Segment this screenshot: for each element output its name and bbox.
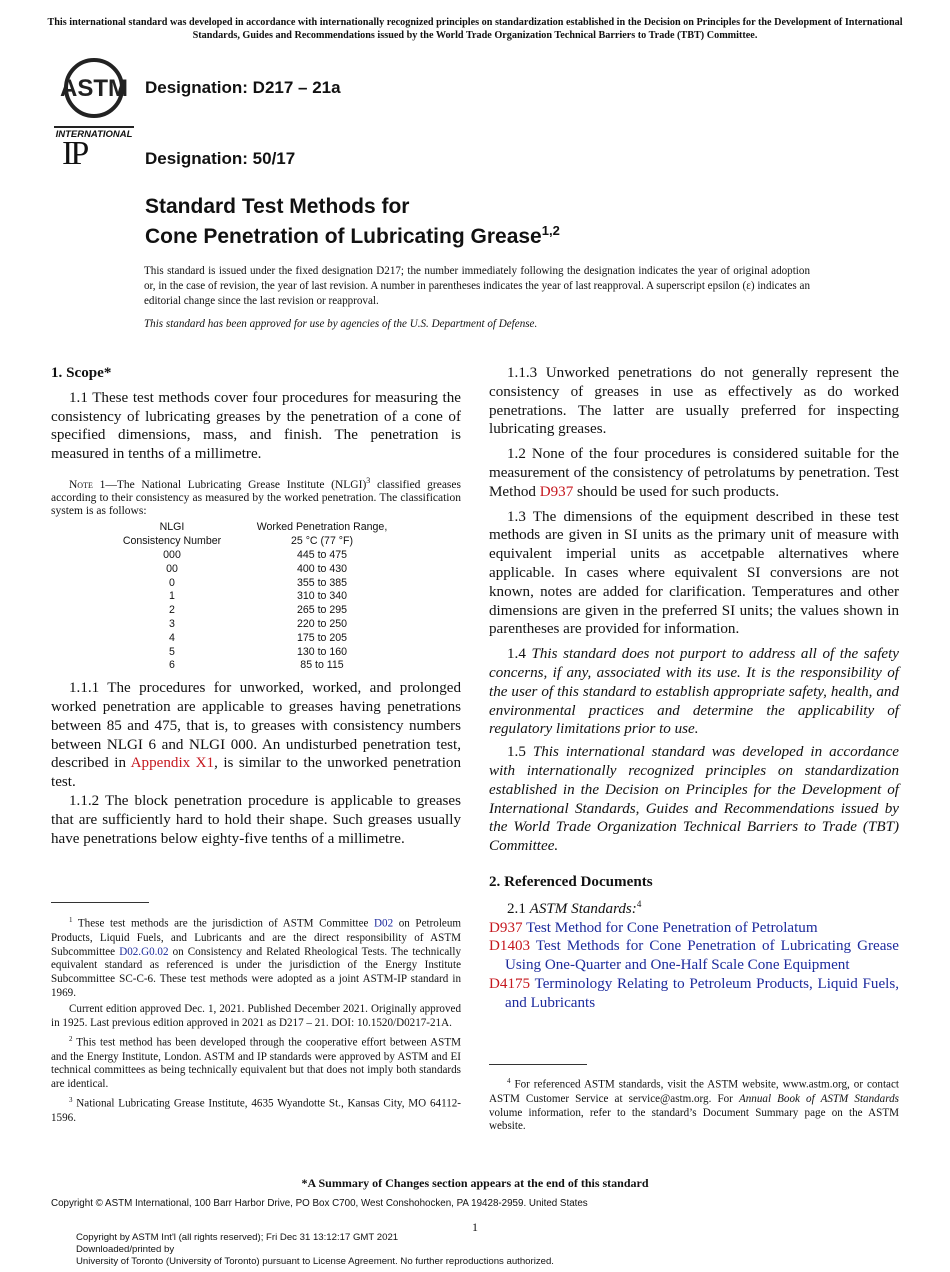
- table-cell-nlgi: 5: [169, 645, 175, 658]
- ref-code-d937[interactable]: D937: [489, 919, 523, 936]
- license-line-3: University of Toronto (University of Toronto) pursuant to License Agreement. No further reproductions authorized.: [76, 1256, 554, 1267]
- table-row: [107, 659, 407, 673]
- table-row: [107, 618, 407, 632]
- astm-logo: [54, 58, 134, 140]
- para-1-1-1: [51, 679, 461, 792]
- footnote-1-edition: Current edition approved Dec. 1, 2021. Published December 2021. Originally approved in 1925. Last previous edition approved in 2021 as D217 – 21. DOI: 10.1520/D0217-21A.: [51, 1003, 461, 1030]
- page-number: 1: [472, 1220, 478, 1234]
- footnotes-right: [489, 1075, 899, 1134]
- ref-code-d1403[interactable]: D1403: [489, 938, 531, 955]
- note-1-footnote-ref: 3: [366, 475, 371, 485]
- table-cell-nlgi: 00: [166, 562, 178, 575]
- para-1-4-text: This standard does not purport to address all of the safety concerns, if any, associated with its use. It is the responsibility of the user of this standard to establish appropriate safety, health, and environmental practices and determine the applicability of regulatory limitations prior to use.: [489, 646, 900, 738]
- table-cell-range: 310 to 340: [296, 590, 348, 603]
- table-row: [107, 577, 407, 591]
- footnote-4-text-b: volume information, refer to the standard’s Document Summary page on the ASTM website.: [489, 1106, 899, 1133]
- license-line-2: Downloaded/printed by: [76, 1244, 175, 1255]
- nlgi-table: [107, 521, 407, 673]
- para-1-1-1-text-a: 1.1.1 The procedures for unworked, worked, and prolonged worked penetration are applicable to greases having penetrations between 85 and 475, that is, to greases with consistency numbers between NLGI 6 and NLGI 000. An undisturbed penetration test, described in: [51, 680, 461, 772]
- table-row: [107, 604, 407, 618]
- astm-logo-subtitle: INTERNATIONAL: [54, 126, 134, 140]
- para-2-1-number: 2.1: [507, 900, 530, 917]
- table-header-row: [107, 521, 407, 535]
- astm-logo-mark: [54, 58, 134, 120]
- astm-logo-text: ASTM: [60, 75, 128, 102]
- designation-ip: Designation: 50/17: [145, 149, 296, 168]
- table-header-right-1: Worked Penetration Range,: [256, 521, 388, 534]
- footnote-4-italic: Annual Book of ASTM Standards: [738, 1092, 899, 1105]
- note-1-label: Note 1: [69, 478, 106, 491]
- para-2-1-footnote-ref: 4: [636, 898, 642, 909]
- table-cell-range: 265 to 295: [296, 604, 348, 617]
- table-row: [107, 563, 407, 577]
- table-cell-nlgi: 4: [169, 631, 175, 644]
- table-cell-nlgi: 0: [169, 576, 175, 589]
- footnote-3-text: National Lubricating Grease Institute, 4635 Wyandotte St., Kansas City, MO 64112-1596.: [51, 1097, 461, 1124]
- table-header-right-2: 25 °C (77 °F): [290, 535, 354, 548]
- footnote-1-text-b: on Petroleum Products, Liquid Fuels, and Lubricants and are the direct responsibility of ASTM Subcommittee: [51, 917, 462, 958]
- para-1-2-text-a: 1.2 None of the four procedures is considered suitable for the measurement of the consistency of petrolatums by penetration. Test Method: [489, 446, 899, 500]
- d02-link[interactable]: D02: [374, 917, 394, 930]
- footnote-1-text-a: These test methods are the jurisdiction of ASTM Committee: [77, 917, 375, 930]
- ref-title-d4175[interactable]: Terminology Relating to Petroleum Products, Liquid Fuels, and Lubricants: [505, 975, 899, 1011]
- ref-code-d4175[interactable]: D4175: [489, 975, 531, 992]
- para-2-1-text: ASTM Standards:: [529, 900, 637, 917]
- para-1-4: [489, 645, 899, 739]
- designation-astm: Designation: D217 – 21a: [145, 78, 341, 97]
- footnotes-left: [51, 914, 461, 1126]
- para-1-5-number: 1.5: [507, 744, 533, 761]
- table-row: [107, 646, 407, 660]
- license-stamp: [76, 1232, 776, 1268]
- table-header-left-1: NLGI: [159, 521, 185, 534]
- para-1-5: [489, 743, 899, 856]
- title-line-2: [145, 219, 560, 249]
- para-1-1-3: 1.1.3 Unworked penetrations do not generally represent the consistency of greases in use as effectively as do worked penetrations. The latter are usually preferred for inspecting lubricating greases.: [489, 365, 899, 438]
- left-column: [51, 364, 461, 848]
- note-1-text-b: classified greases according to their consistency as measured by the worked penetration. The classification system is as follows:: [51, 478, 461, 518]
- d02-g0-02-link[interactable]: D02.G0.02: [119, 945, 169, 958]
- d937-link[interactable]: D937: [539, 483, 574, 500]
- page-title: [145, 195, 560, 249]
- referenced-documents-heading: 2. Referenced Documents: [489, 873, 653, 890]
- table-cell-nlgi: 1: [169, 590, 175, 603]
- table-row: [107, 549, 407, 563]
- ref-item-d4175: [489, 975, 899, 1013]
- para-1-2-text-b: should be used for such products.: [573, 483, 780, 500]
- copyright-line: Copyright © ASTM International, 100 Barr Harbor Drive, PO Box C700, West Conshohocken, PA 19428-2959. United States: [51, 1198, 588, 1209]
- scope-heading: 1. Scope*: [51, 365, 112, 381]
- note-1-text-a: —The National Lubricating Grease Institute (NLGI): [105, 478, 367, 491]
- table-row: [107, 632, 407, 646]
- table-cell-range: 445 to 475: [296, 549, 348, 562]
- table-cell-range: 130 to 160: [296, 645, 348, 658]
- footnote-1-text-c: on Consistency and Related Rheological Tests. The technically equivalent standard as referenced is under the jurisdiction of the Energy Institute Subcommittee SC-C-6. These test methods were adopted as a joint ASTM-IP standard in 1969.: [51, 945, 461, 1000]
- table-cell-range: 400 to 430: [296, 562, 348, 575]
- para-1-1-1-text-b: , is similar to the unworked penetration test.: [51, 755, 462, 791]
- table-cell-range: 85 to 115: [300, 659, 344, 672]
- footnote-divider-right: [489, 1064, 587, 1065]
- table-cell-nlgi: 6: [169, 659, 175, 672]
- ref-item-d1403: [489, 937, 899, 975]
- dod-statement: This standard has been approved for use by agencies of the U.S. Department of Defense.: [144, 318, 538, 330]
- title-line-2-text: Cone Penetration of Lubricating Grease: [145, 225, 542, 248]
- table-cell-range: 175 to 205: [296, 631, 348, 644]
- ref-title-d1403[interactable]: Test Methods for Cone Penetration of Lubricating Grease Using One-Quarter and One-Half Scale Cone Equipment: [505, 938, 899, 974]
- header-notice: This international standard was developed in accordance with internationally recognized principles on standardization established in the Decision on Principles for the Development of International Standards, Guides and Recommendations issued by the World Trade Organization Technical Barriers to Trade (TBT) Committee.: [47, 17, 903, 41]
- footnote-3: $^3$ National Lubricating Grease Institute, 4635 Wyandotte St., Kansas City, MO 64112-1596.: [51, 1096, 461, 1124]
- title-footnote-ref: 1,2: [541, 223, 560, 238]
- para-1-1: 1.1 These test methods cover four procedures for measuring the consistency of lubricating greases by the penetration of a cone of specified dimensions, mass, and finish. The penetration is measured in tenths of a millimetre.: [51, 389, 461, 463]
- table-row: [107, 590, 407, 604]
- para-1-2: [489, 445, 899, 501]
- right-column: [489, 364, 899, 1013]
- footnote-2-text: This test method has been developed through the cooperative effort between ASTM and the Energy Institute, London. ASTM and IP standards were approved by ASTM and EI technical committees as being technically equivalent but that does not imply both standards are identical.: [51, 1036, 461, 1091]
- issuance-statement: This standard is issued under the fixed designation D217; the number immediately following the designation indicates the year of original adoption or, in the case of revision, the year of last revision. A number in parentheses indicates the year of last reapproval. A superscript epsilon (ε) indicates an editorial change since the last revision or reapproval.: [144, 265, 810, 308]
- footnote-divider-left: [51, 902, 149, 903]
- ref-item-d937: [489, 919, 899, 938]
- table-header-left-2: Consistency Number: [122, 535, 222, 548]
- footnote-1: $^1$ These test methods are the jurisdiction of ASTM Committee D02 on Petroleum Products, Liquid Fuels, and Lubricants and are the direct responsibility of ASTM Subcommittee D02.G0.02 on Consistency and Related Rheological Tests. The technically equivalent standard as referenced is under the jurisdiction of the Energy Institute Subcommittee SC-C-6. These test methods were adopted as a joint ASTM-IP standard in 1969.: [51, 916, 462, 1000]
- table-cell-range: 220 to 250: [296, 618, 348, 630]
- note-1: [51, 474, 461, 518]
- para-1-5-text: This international standard was developed in accordance with internationally recognized principles on standardization established in the Decision on Principles for the Development of International Standards, Guides and Recommendations issued by the World Trade Organization Technical Barriers to Trade (TBT) Committee.: [489, 744, 899, 855]
- table-cell-nlgi: 000: [163, 549, 181, 562]
- table-cell-nlgi: 3: [169, 618, 175, 630]
- para-1-1-2: 1.1.2 The block penetration procedure is applicable to greases that are sufficiently hard to hold their shape. Such greases usually have penetrations below eighty-five tenths of a millimetre.: [51, 792, 461, 847]
- table-cell-range: 355 to 385: [296, 576, 348, 589]
- footnote-2: $^2$ This test method has been developed through the cooperative effort between ASTM and the Energy Institute, London. ASTM and IP standards were approved by ASTM and EI technical committees as being technically equivalent but that does not imply both standards are identical.: [51, 1034, 461, 1091]
- para-1-4-number: 1.4: [507, 646, 532, 663]
- ref-title-d937[interactable]: Test Method for Cone Penetration of Petrolatum: [526, 919, 818, 936]
- title-line-1: Standard Test Methods for: [145, 195, 410, 218]
- footnote-4: $^4$ For referenced ASTM standards, visit the ASTM website, www.astm.org, or contact ASTM Customer Service at service@astm.org. For Annual Book of ASTM Standards volume information, refer to the standard’s Document Summary page on the ASTM website.: [489, 1077, 899, 1133]
- table-cell-nlgi: 2: [169, 604, 175, 617]
- license-line-1: Copyright by ASTM Int'l (all rights reserved); Fri Dec 31 13:12:17 GMT 2021: [76, 1232, 399, 1243]
- summary-of-changes-note: *A Summary of Changes section appears at the end of this standard: [301, 1176, 649, 1190]
- appendix-x1-link[interactable]: Appendix X1: [130, 755, 215, 772]
- table-header-row: [107, 535, 407, 549]
- ip-logo: IP: [62, 135, 87, 172]
- footnote-4-text-a: For referenced ASTM standards, visit the ASTM website, www.astm.org, or contact ASTM Customer Service at service@astm.org. For: [489, 1078, 899, 1105]
- para-1-3: 1.3 The dimensions of the equipment described in these test methods are given in SI units as the primary unit of measure with equivalent imperial units as accetpable alternatives where applicable. In cases where equivalent SI conversions are not known, notes are added for clarification. Temperatures and other dimensions are given in the preferred SI units; the values shown in parentheses are provided for information.: [489, 508, 899, 638]
- para-2-1: [489, 895, 899, 919]
